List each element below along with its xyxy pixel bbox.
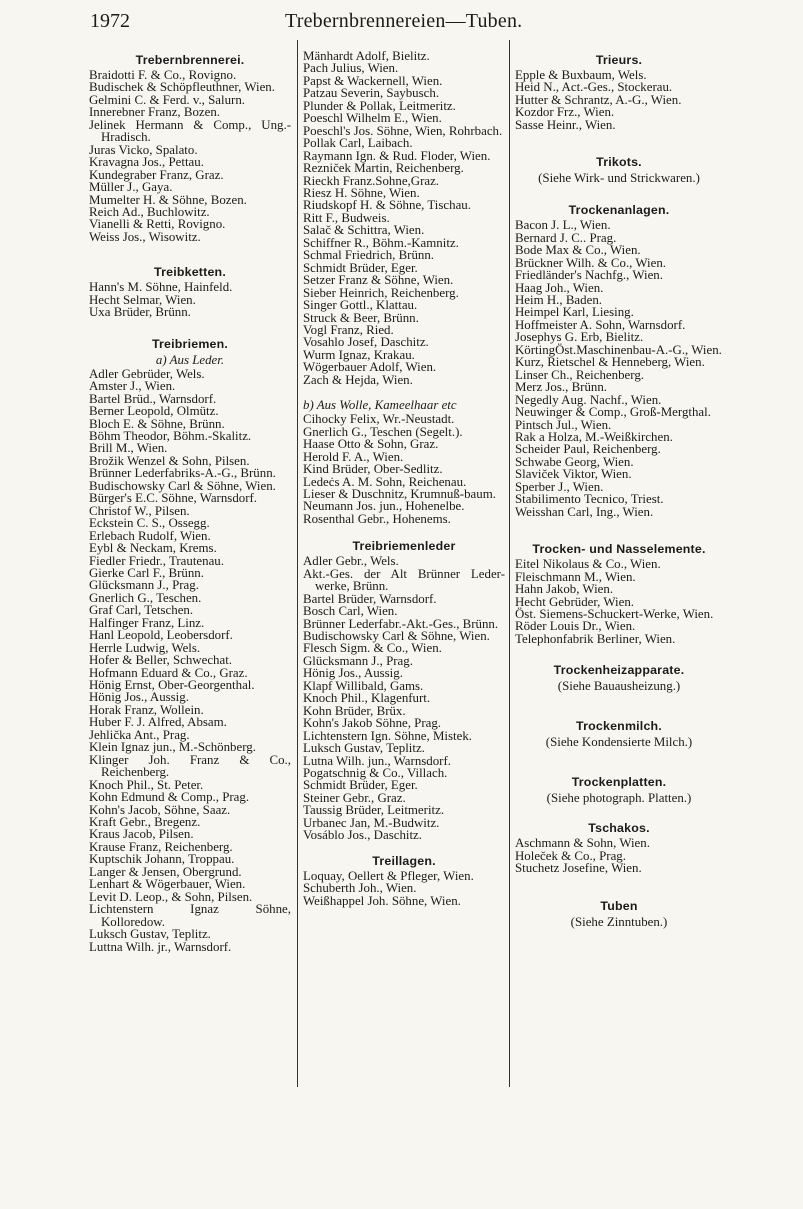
company-entry: Vianelli & Retti, Rovigno. [89, 217, 226, 232]
company-entry: Schuberth Joh., Wien. [303, 881, 417, 896]
company-entry: Friedländer's Nachfg., Wien. [515, 268, 663, 283]
section-heading: Trockenplatten. [571, 775, 667, 790]
cross-reference-note: (Siehe photograph. Platten.) [546, 791, 692, 806]
company-entry: Steiner Gebr., Graz. [303, 790, 406, 805]
company-entry: Hofer & Beller, Schwechat. [89, 653, 233, 668]
company-entry: Kuptschik Johann, Troppau. [89, 852, 235, 867]
company-entry: Jelinek Hermann & Comp., Ung.-Hradisch. [89, 117, 291, 145]
company-entry: Hanl Leopold, Leobersdorf. [89, 628, 233, 643]
company-entry: Glücksmann J., Prag. [303, 653, 413, 668]
company-entry: Singer Gottl., Klattau. [303, 298, 418, 313]
company-entry: Weißhappel Joh. Söhne, Wien. [303, 893, 461, 908]
directory-section [515, 775, 723, 805]
section-heading: Trockenheizapparate. [553, 663, 685, 678]
company-entry: Struck & Beer, Brünn. [303, 310, 419, 325]
company-entry: Bosch Carl, Wien. [303, 604, 398, 619]
company-entry: Adler Gebrüder, Wels. [89, 366, 205, 381]
company-entry: Gnerlich G., Teschen. [89, 590, 202, 605]
company-entry: Hönig Jos., Aussig. [89, 690, 189, 705]
company-entry: Plunder & Pollak, Leitmeritz. [303, 98, 456, 113]
company-entry: Aschmann & Sohn, Wien. [515, 836, 650, 851]
company-entry: Eybl & Neckam, Krems. [89, 541, 217, 556]
company-entry: Reich Ad., Buchlowitz. [89, 204, 210, 219]
section-heading: Tschakos. [588, 821, 650, 836]
company-entry: Huber F. J. Alfred, Absam. [89, 715, 227, 730]
company-entry: Pintsch Jul., Wien. [515, 417, 612, 432]
company-entry: Fleischmann M., Wien. [515, 569, 636, 584]
company-entry: Luksch Gustav, Teplitz. [303, 741, 425, 756]
company-entry: Müller J., Gaya. [89, 180, 173, 195]
company-entry: Heid N., Act.-Ges., Stockerau. [515, 80, 673, 95]
company-entry: Wurm Ignaz, Krakau. [303, 347, 415, 362]
company-entry: Josephys G. Erb, Bielitz. [515, 330, 644, 345]
company-entry: Luksch Gustav, Teplitz. [89, 927, 211, 942]
company-entry: Brünner Lederfabr.-Akt.-Ges., Brünn. [303, 616, 499, 631]
directory-section [515, 53, 723, 131]
company-entry: Kohn's Jacob, Söhne, Saaz. [89, 802, 231, 817]
company-entry: Ritt F., Budweis. [303, 210, 390, 225]
company-entry: Loquay, Oellert & Pfleger, Wien. [303, 868, 474, 883]
section-heading: Treibriemenleder [352, 539, 456, 554]
company-entry: Epple & Buxbaum, Wels. [515, 68, 647, 82]
directory-section [515, 719, 723, 749]
company-entry: Brückner Wilh. & Co., Wien. [515, 255, 667, 270]
company-entry: Heimpel Karl, Liesing. [515, 305, 634, 320]
company-entry: Schmidt Brüder, Eger. [303, 778, 418, 793]
company-entry: Gierke Carl F., Brünn. [89, 565, 204, 580]
directory-section [303, 539, 505, 841]
company-entry: Poeschl Wilhelm E., Wien. [303, 111, 442, 126]
company-entry: Fiedler Friedr., Trautenau. [89, 553, 224, 568]
section-heading: Trockenmilch. [576, 719, 662, 734]
company-entry: Budischek & Schöpfleuthner, Wien. [89, 80, 275, 95]
company-entry: Hönig Ernst, Ober-Georgenthal. [89, 678, 255, 693]
column-2 [303, 50, 505, 907]
company-entry: Brožik Wenzel & Sohn, Pilsen. [89, 453, 250, 468]
company-entry: KörtingÖst.Maschinenbau-A.-G., Wien. [515, 342, 722, 357]
company-entry: Kurz, Rietschel & Henneberg, Wien. [515, 355, 705, 370]
company-entry: Budischowsky Carl & Söhne, Wien. [303, 629, 490, 644]
company-entry: Kravagna Jos., Pettau. [89, 155, 204, 170]
company-entry: Vosáblo Jos., Daschitz. [303, 828, 422, 843]
section-heading: Trebernbrennerei. [135, 53, 245, 67]
column-3 [515, 50, 723, 929]
column-1 [89, 50, 291, 953]
company-entry: Setzer Franz & Söhne, Wien. [303, 273, 454, 288]
company-entry: Neuwinger & Comp., Groß-Mergthal. [515, 405, 711, 420]
company-entry: Stuchetz Josefine, Wien. [515, 861, 642, 876]
company-entry: Brünner Lederfabriks-A.-G., Brünn. [89, 466, 276, 481]
company-entry: Herrle Ludwig, Wels. [89, 640, 201, 655]
directory-section [515, 663, 723, 693]
company-entry: Levit D. Leop., & Sohn, Pilsen. [89, 889, 253, 904]
company-entry: Kind Brüder, Ober-Sedlitz. [303, 462, 443, 477]
company-entry: Pach Julius, Wien. [303, 61, 399, 76]
company-entry: Vosahlo Josef, Daschitz. [303, 335, 429, 350]
company-entry: Adler Gebr., Wels. [303, 554, 399, 569]
company-entry: Öst. Siemens-Schuckert-Werke, Wien. [515, 606, 714, 621]
company-entry: Scheider Paul, Reichenberg. [515, 442, 661, 457]
company-entry: Weiss Jos., Wisowitz. [89, 229, 201, 244]
company-entry: Langer & Jensen, Obergrund. [89, 864, 242, 879]
cross-reference-note: (Siehe Wirk- und Strickwaren.) [538, 171, 700, 186]
cross-reference-note: (Siehe Kondensierte Milch.) [545, 735, 693, 750]
company-entry: Kraft Gebr., Bregenz. [89, 815, 201, 830]
company-entry: Rezniček Martin, Reichenberg. [303, 161, 464, 176]
company-entry: Haase Otto & Sohn, Graz. [303, 437, 439, 452]
company-entry: Juras Vicko, Spalato. [89, 142, 198, 157]
company-entry: Urbanec Jan, M.-Budwitz. [303, 815, 440, 830]
company-entry: Schmal Friedrich, Brünn. [303, 248, 435, 263]
directory-section [515, 155, 723, 185]
company-entry: Lutna Wilh. jun., Warnsdorf. [303, 753, 451, 768]
company-entry: Horak Franz, Wollein. [89, 702, 204, 717]
company-entry: Slaviček Viktor, Wien. [515, 467, 632, 482]
page-header [90, 10, 740, 36]
company-entry: Telephonfabrik Berliner, Wien. [515, 631, 676, 646]
company-entry: Sieber Heinrich, Reichenberg. [303, 285, 459, 300]
company-entry: Hofmann Eduard & Co., Graz. [89, 665, 248, 680]
company-entry: Mänhardt Adolf, Bielitz. [303, 49, 430, 63]
company-entry: Knoch Phil., Klagenfurt. [303, 691, 431, 706]
company-entry: Cihocky Felix, Wr.-Neustadt. [303, 412, 455, 427]
company-entry: Hönig Jos., Aussig. [303, 666, 403, 681]
company-entry: Lichtenstern Ign. Söhne, Mistek. [303, 728, 472, 743]
company-entry: Jehlička Ant., Prag. [89, 727, 190, 742]
company-entry: Innerebner Franz, Bozen. [89, 105, 220, 120]
company-entry: Sasse Heinr., Wien. [515, 117, 616, 132]
company-entry: Zach & Hejda, Wien. [303, 372, 413, 387]
company-entry: Klinger Joh. Franz & Co., Reichenberg. [89, 752, 291, 780]
company-entry: Lieser & Duschnitz, Krumnuß-baum. [303, 486, 496, 501]
company-entry: Röder Louis Dr., Wien. [515, 619, 636, 634]
directory-section [515, 821, 723, 874]
company-entry: Hecht Selmar, Wien. [89, 292, 196, 307]
company-entry: Raymann Ign. & Rud. Floder, Wien. [303, 148, 491, 163]
company-entry: Bloch E. & Söhne, Brünn. [89, 416, 225, 431]
company-entry: Schiffner R., Böhm.-Kamnitz. [303, 235, 459, 250]
directory-section [515, 899, 723, 929]
company-entry: Hoffmeister A. Sohn, Warnsdorf. [515, 317, 686, 332]
company-entry: Kraus Jacob, Pilsen. [89, 827, 194, 842]
company-entry: Kohn Brüder, Brüx. [303, 703, 406, 718]
company-entry: Kundegraber Franz, Graz. [89, 167, 224, 182]
company-entry: Taussig Brüder, Leitmeritz. [303, 803, 445, 818]
company-entry: Kohn's Jakob Söhne, Prag. [303, 716, 442, 731]
page-number: 1972 [90, 10, 130, 32]
company-entry: Hecht Gebrüder, Wien. [515, 594, 634, 609]
company-entry: Ledeċs A. M. Sohn, Reichenau. [303, 474, 467, 489]
company-entry: Brill M., Wien. [89, 441, 168, 456]
section-heading: Treillagen. [372, 853, 436, 868]
company-entry: Uxa Brüder, Brünn. [89, 305, 191, 320]
company-entry: Neumann Jos. jun., Hohenelbe. [303, 499, 465, 514]
company-entry: Eckstein C. S., Ossegg. [89, 516, 210, 531]
directory-section [89, 265, 291, 318]
company-entry: Stabilimento Tecnico, Triest. [515, 492, 664, 507]
company-entry: Hann's M. Söhne, Hainfeld. [89, 280, 233, 295]
section-heading: Tuben [600, 898, 638, 913]
company-entry: Eitel Nikolaus & Co., Wien. [515, 557, 661, 572]
company-entry: Sperber J., Wien. [515, 479, 604, 494]
directory-section [303, 50, 505, 386]
company-entry: Bürger's E.C. Söhne, Warnsdorf. [89, 491, 258, 506]
company-entry: Bode Max & Co., Wien. [515, 243, 641, 258]
company-entry: Graf Carl, Tetschen. [89, 603, 194, 618]
section-heading: Trikots. [596, 155, 642, 170]
company-entry: Rieckh Franz.Sohne,Graz. [303, 173, 440, 188]
section-heading: Treibketten. [154, 265, 226, 280]
company-entry: Pollak Carl, Laibach. [303, 136, 413, 151]
company-entry: Bacon J. L., Wien. [515, 218, 611, 233]
company-entry: Gnerlich G., Teschen (Segelt.). [303, 424, 463, 439]
company-entry: Kozdor Frz., Wien. [515, 105, 615, 120]
company-entry: Poeschl's Jos. Söhne, Wien, Rohrbach. [303, 123, 503, 138]
company-entry: Vogl Franz, Ried. [303, 322, 394, 337]
company-entry: Schwabe Georg, Wien. [515, 454, 634, 469]
company-entry: Heim H., Baden. [515, 292, 602, 307]
section-heading: Treibriemen. [151, 336, 229, 351]
company-entry: Pogatschnig & Co., Villach. [303, 766, 448, 781]
directory-section [515, 542, 723, 645]
section-heading: Trocken- und Nasselemente. [532, 542, 706, 557]
company-entry: Salač & Schittra, Wien. [303, 223, 425, 238]
company-entry: Akt.-Ges. der Alt Brünner Leder-werke, Brünn. [303, 566, 505, 594]
company-entry: Luttna Wilh. jr., Warnsdorf. [89, 939, 232, 954]
company-entry: Hutter & Schrantz, A.-G., Wien. [515, 92, 682, 107]
company-entry: Schmidt Brüder, Eger. [303, 260, 418, 275]
company-entry: Klein Ignaz jun., M.-Schönberg. [89, 740, 256, 755]
company-entry: Amster J., Wien. [89, 379, 176, 394]
company-entry: Negedly Aug. Nachf., Wien. [515, 392, 662, 407]
directory-section [303, 398, 505, 525]
company-entry: Riesz H. Söhne, Wien. [303, 185, 420, 200]
section-heading: Trockenanlagen. [568, 203, 670, 218]
company-entry: Knoch Phil., St. Peter. [89, 777, 204, 792]
company-entry: Klapf Willibald, Gams. [303, 678, 424, 693]
company-entry: Halfinger Franz, Linz. [89, 615, 205, 630]
company-entry: Riudskopf H. & Söhne, Tischau. [303, 198, 471, 213]
company-entry: Budischowsky Carl & Söhne, Wien. [89, 478, 276, 493]
company-entry: Christof W., Pilsen. [89, 503, 190, 518]
company-entry: Holeček & Co., Prag. [515, 848, 626, 863]
company-entry: Erlebach Rudolf, Wien. [89, 528, 211, 543]
company-entry: Herold F. A., Wien. [303, 449, 404, 464]
company-entry: Braidotti F. & Co., Rovigno. [89, 68, 237, 82]
cross-reference-note: (Siehe Zinntuben.) [570, 914, 668, 929]
section-subheading: b) Aus Wolle, Kameelhaar etc [303, 398, 457, 413]
company-entry: Berner Leopold, Olmütz. [89, 404, 219, 419]
section-subheading: a) Aus Leder. [155, 352, 225, 367]
company-entry: Merz Jos., Brünn. [515, 380, 608, 395]
company-entry: Papst & Wackernell, Wien. [303, 73, 443, 88]
company-entry: Böhm Theodor, Böhm.-Skalitz. [89, 428, 252, 443]
company-entry: Wögerbauer Adolf, Wien. [303, 360, 437, 375]
company-entry: Lenhart & Wögerbauer, Wien. [89, 877, 246, 892]
directory-section [89, 53, 291, 243]
company-entry: Haag Joh., Wien. [515, 280, 604, 295]
company-entry: Krause Franz, Reichenberg. [89, 839, 233, 854]
company-entry: Bartel Brüder, Warnsdorf. [303, 591, 437, 606]
cross-reference-note: (Siehe Bauausheizung.) [557, 679, 681, 694]
company-entry: Rosenthal Gebr., Hohenems. [303, 511, 451, 526]
company-entry: Mumelter H. & Söhne, Bozen. [89, 192, 247, 207]
company-entry: Lichtenstern Ignaz Söhne, Kolloredow. [89, 902, 291, 929]
company-entry: Patzau Severin, Saybusch. [303, 86, 440, 101]
company-entry: Bartel Brüd., Warnsdorf. [89, 391, 217, 406]
company-entry: Hahn Jakob, Wien. [515, 582, 614, 597]
company-entry: Linser Ch., Reichenberg. [515, 367, 644, 382]
column-divider [297, 40, 298, 1087]
running-title: Trebernbrennereien—Tuben. [285, 10, 523, 32]
company-entry: Rak a Holza, M.-Weißkirchen. [515, 429, 673, 444]
company-entry: Flesch Sigm. & Co., Wien. [303, 641, 442, 656]
company-entry: Glücksmann J., Prag. [89, 578, 199, 593]
section-heading: Trieurs. [595, 53, 643, 67]
company-entry: Gelmini C. & Ferd. v., Salurn. [89, 92, 245, 107]
directory-section [89, 337, 291, 953]
company-entry: Weisshan Carl, Ing., Wien. [515, 504, 654, 519]
column-divider [509, 40, 510, 1087]
company-entry: Bernard J. C.. Prag. [515, 230, 617, 245]
directory-section [303, 854, 505, 907]
company-entry: Kohn Edmund & Comp., Prag. [89, 790, 250, 805]
directory-section [515, 203, 723, 518]
